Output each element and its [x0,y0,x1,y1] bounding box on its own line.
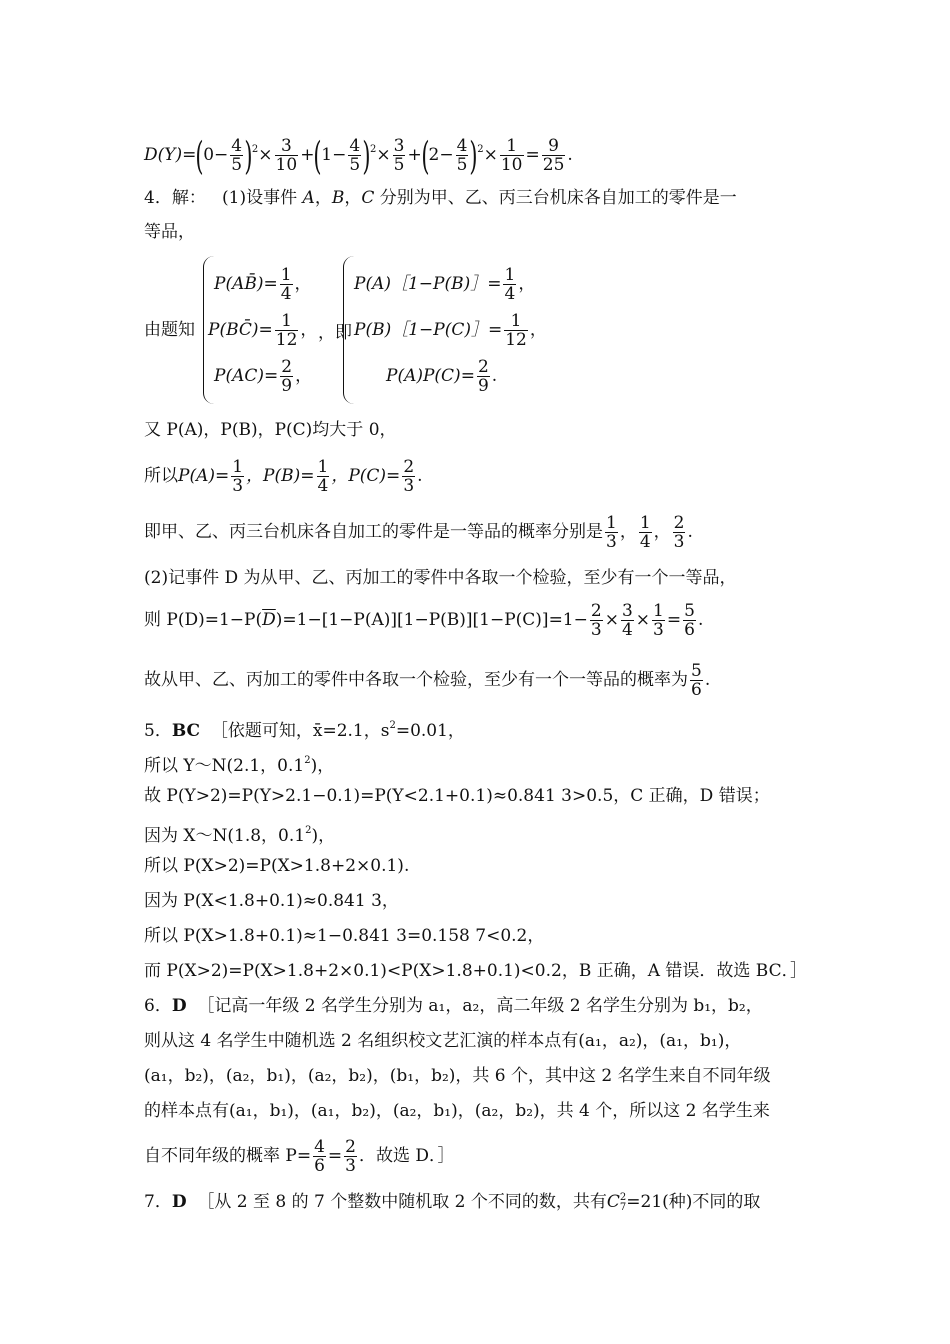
q6-line-4: 的样本点有(a₁，b₁)，(a₁，b₂)，(a₂，b₁)，(a₂，b₂)，共 4 个，所以这 2 名学生来 [144,1101,770,1121]
q5-line-2: 所以 Y～N(2.1，$0.1^2$)， [144,755,335,776]
fraction: $\frac{1}{10}$ [500,136,523,175]
fraction: $\frac{4}{5}$ [349,136,361,175]
answer-label: D [171,996,187,1016]
system2-row1: P(A)［1−P(B)］= $\frac{1}{4}$ ， [354,265,536,304]
fraction: $\frac{3}{5}$ [393,136,405,175]
q5-line-4: 因为 X～N(1.8，$0.1^2$)， [144,825,336,846]
fraction: $\frac{9}{25}$ [542,136,565,175]
right-brace [343,256,354,404]
q4-line-2: 等品， [144,222,195,242]
q4-line-1: 4．解： (1)设事件 A，B，C 分别为甲、乙、丙三台机床各自加工的零件是一 [144,188,737,208]
system1-row2: P(BC̄)= $\frac{1}{12}$ ， [208,311,318,350]
q4-final-line: 故从甲、乙、丙加工的零件中各取一个检验，至少有一个一等品的概率为 $\frac{5}{6}$ . [144,661,711,700]
q4-conclusion-line: 即甲、乙、丙三台机床各自加工的零件是一等品的概率分别是 $\frac{1}{3}$ ， $\frac{1}{4}$ ， $\frac{2}{3}$ . [144,513,693,552]
answer-label: D [171,1192,187,1212]
fraction: $\frac{4}{5}$ [231,136,243,175]
q5-line-7: 所以 P(X>1.8+0.1)≈1−0.841 3=0.158 7<0.2， [144,926,545,946]
question-number: 4．解： [144,188,206,208]
fraction: $\frac{4}{5}$ [456,136,468,175]
q5-line-1: 5．BC ［依题可知，x̄=2.1，$s^2=0.01$， [144,720,465,741]
paren-close: ) [244,133,253,178]
q4-positive-line: 又 P(A)，P(B)，P(C)均大于 0， [144,420,397,440]
answer-label: BC [171,721,201,741]
q6-line-1: 6．D ［记高一年级 2 名学生分别为 a₁，a₂，高二年级 2 名学生分别为 b₁，b₂， [144,996,763,1016]
system2-row3: P(A)P(C)= $\frac{2}{9}$ . [386,357,498,396]
system2-row2: P(B)［1−P(C)］= $\frac{1}{12}$ ， [354,311,547,350]
q5-line-3: 故 P(Y>2)=P(Y>2.1−0.1)=P(Y<2.1+0.1)≈0.841 3>0.5，C 正确，D 错误； [144,786,770,806]
q4-complement-line: 则 $P(D)=1-P(\overline{D})=1-[1-P(A)][1-P(B)][1-P(C)]=1-$ $\frac{2}{3}$ × $\frac{3}{4}$ × $\frac{1}{3}$ = $\frac{5}{6}$ . [144,601,704,640]
q6-line-5: 自不同年级的概率 P= $\frac{4}{6}$ = $\frac{2}{3}$ ．故选 D．］ [144,1137,455,1176]
paren-open: ( [195,133,204,178]
given-label: 由题知 [144,320,195,340]
ji-label: ，即 [318,323,352,343]
q6-line-2: 则从这 4 名学生中随机选 2 名组织校文艺汇演的样本点有(a₁，a₂)，(a₁，b₁)， [144,1031,742,1051]
fraction: $\frac{3}{10}$ [275,136,298,175]
q7-line-1: 7．D ［从 2 至 8 的 7 个整数中随机取 2 个不同的数，共有C 2 7 =21(种)不同的取 [144,1191,761,1213]
term: 0− [203,145,229,165]
system1-row1: P(AB̄)= $\frac{1}{4}$ ， [214,265,312,304]
q4-probabilities-line: 所以P(A)= $\frac{1}{3}$ ，P(B)= $\frac{1}{4}$ ，P(C)= $\frac{2}{3}$ . [144,457,423,496]
variance-formula: D(Y)=(0− $\frac{4}{5}$ )$^2$× $\frac{3}{10}$ +(1− $\frac{4}{5}$ )$^2$× $\frac{3}{5}$ +(2− $\frac{4}{5}$ )$^2$× $\frac{1}{10}$ = $\frac{9}{25}$ . [144,133,573,178]
q5-line-5: 所以 P(X>2)=P(X>1.8+2×0.1). [144,856,410,876]
q6-line-3: (a₁，b₂)，(a₂，b₁)，(a₂，b₂)，(b₁，b₂)，共 6 个，其中这 2 名学生来自不同年级 [144,1066,771,1086]
system1-row3: P(AC)= $\frac{2}{9}$ ， [214,357,313,396]
q5-line-8: 而 P(X>2)=P(X>1.8+2×0.1)<P(X>1.8+0.1)<0.2，B 正确，A 错误．故选 BC．］ [144,961,808,981]
q4-part2-line: (2)记事件 D 为从甲、乙、丙加工的零件中各取一个检验，至少有一个一等品， [144,568,737,588]
q5-line-6: 因为 P(X<1.8+0.1)≈0.841 3， [144,891,399,911]
formula-lhs: D(Y)= [144,145,197,165]
